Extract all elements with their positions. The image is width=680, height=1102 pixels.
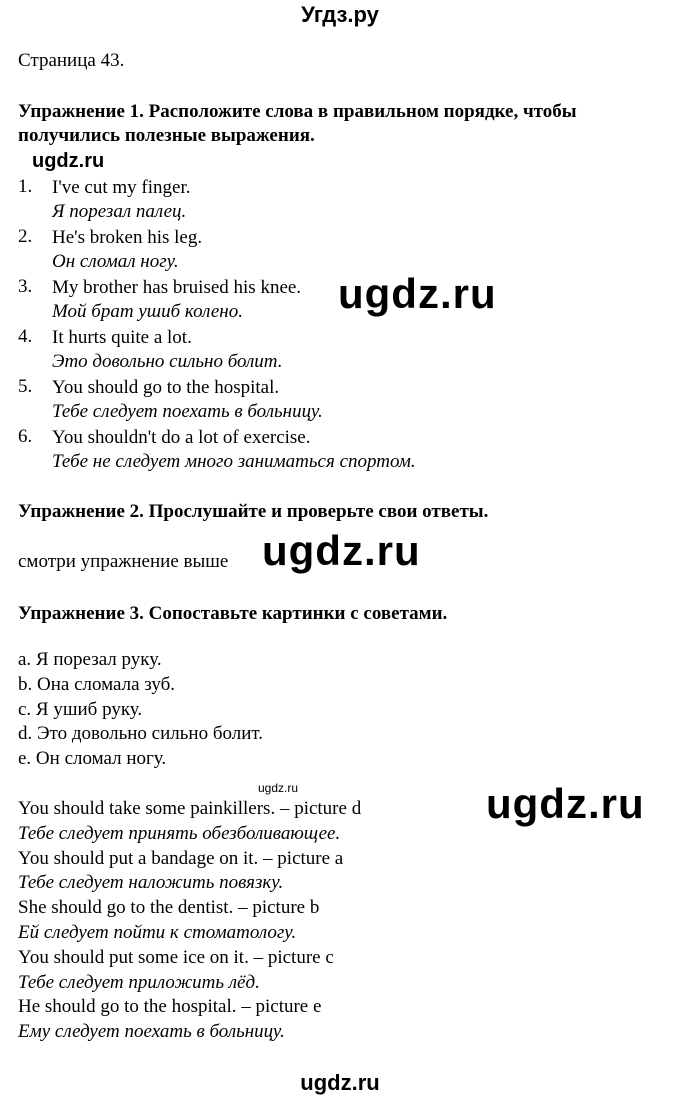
item-number: 6. — [18, 426, 33, 447]
item-number: 2. — [18, 226, 33, 247]
item-number: 5. — [18, 376, 33, 397]
watermark-large: ugdz.ru — [338, 270, 497, 317]
page-number: Страница 43. — [18, 50, 125, 71]
item-number: 4. — [18, 326, 33, 347]
watermark-small: ugdz.ru — [258, 781, 299, 795]
option-item: b. Она сломала зуб. — [18, 673, 176, 695]
option-item: a. Я порезал руку. — [18, 649, 162, 670]
list-item — [18, 426, 618, 476]
item-number: 1. — [18, 176, 33, 197]
answer-translation: Ему следует поехать в больницу. — [18, 1021, 285, 1043]
list-item — [18, 326, 618, 376]
item-english: I've cut my finger. — [52, 177, 191, 198]
answer-english: You should put some ice on it. – picture c — [18, 946, 334, 968]
answer-english: You should take some painkillers. – picture d — [18, 798, 362, 819]
site-title: Угдз.ру — [301, 2, 379, 27]
list-item — [18, 226, 618, 276]
exercise3-options — [18, 648, 263, 772]
answer-translation: Тебе следует наложить повязку. — [18, 872, 284, 894]
exercise3-answers — [18, 797, 361, 1045]
item-english: He's broken his leg. — [52, 227, 203, 248]
option-item: d. Это довольно сильно болит. — [18, 723, 264, 745]
exercise1-list — [18, 176, 618, 476]
answer-english: He should go to the hospital. – picture e — [18, 996, 322, 1018]
list-item — [18, 276, 618, 326]
item-translation: Мой брат ушиб колено. — [52, 301, 243, 322]
exercise3-title: Упражнение 3. Сопоставьте картинки с советами. — [18, 603, 448, 624]
exercise2-title: Упражнение 2. Прослушайте и проверьте свои ответы. — [18, 501, 489, 522]
item-english: You should go to the hospital. — [52, 377, 280, 398]
list-item — [18, 376, 618, 426]
exercise1-title — [18, 100, 577, 148]
item-translation: Тебе не следует много заниматься спортом. — [52, 451, 416, 472]
exercise2-text: смотри упражнение выше — [18, 551, 229, 572]
answer-translation: Тебе следует приложить лёд. — [18, 971, 260, 993]
item-translation: Он сломал ногу. — [52, 251, 179, 272]
item-translation: Это довольно сильно болит. — [52, 351, 283, 372]
option-item: c. Я ушиб руку. — [18, 698, 143, 720]
answer-english: You should put a bandage on it. – picture a — [18, 847, 344, 869]
watermark-large: ugdz.ru — [486, 780, 645, 827]
site-footer: ugdz.ru — [300, 1070, 380, 1095]
watermark-small: ugdz.ru — [32, 150, 105, 172]
answer-english: She should go to the dentist. – picture b — [18, 897, 320, 919]
item-number: 3. — [18, 276, 33, 297]
answer-translation: Тебе следует принять обезболивающее. — [18, 822, 341, 844]
item-english: You shouldn't do a lot of exercise. — [52, 427, 311, 448]
exercise1-title-line1: Упражнение 1. Расположите слова в правильном порядке, чтобы — [18, 101, 577, 122]
watermark-large: ugdz.ru — [262, 527, 421, 574]
list-item — [18, 176, 618, 226]
item-english: It hurts quite a lot. — [52, 327, 192, 348]
item-translation: Тебе следует поехать в больницу. — [52, 401, 323, 422]
option-item: e. Он сломал ногу. — [18, 748, 167, 770]
answer-translation: Ей следует пойти к стоматологу. — [18, 921, 297, 943]
item-english: My brother has bruised his knee. — [52, 277, 302, 298]
item-translation: Я порезал палец. — [52, 201, 187, 222]
exercise1-title-line2: получились полезные выражения. — [18, 125, 315, 146]
